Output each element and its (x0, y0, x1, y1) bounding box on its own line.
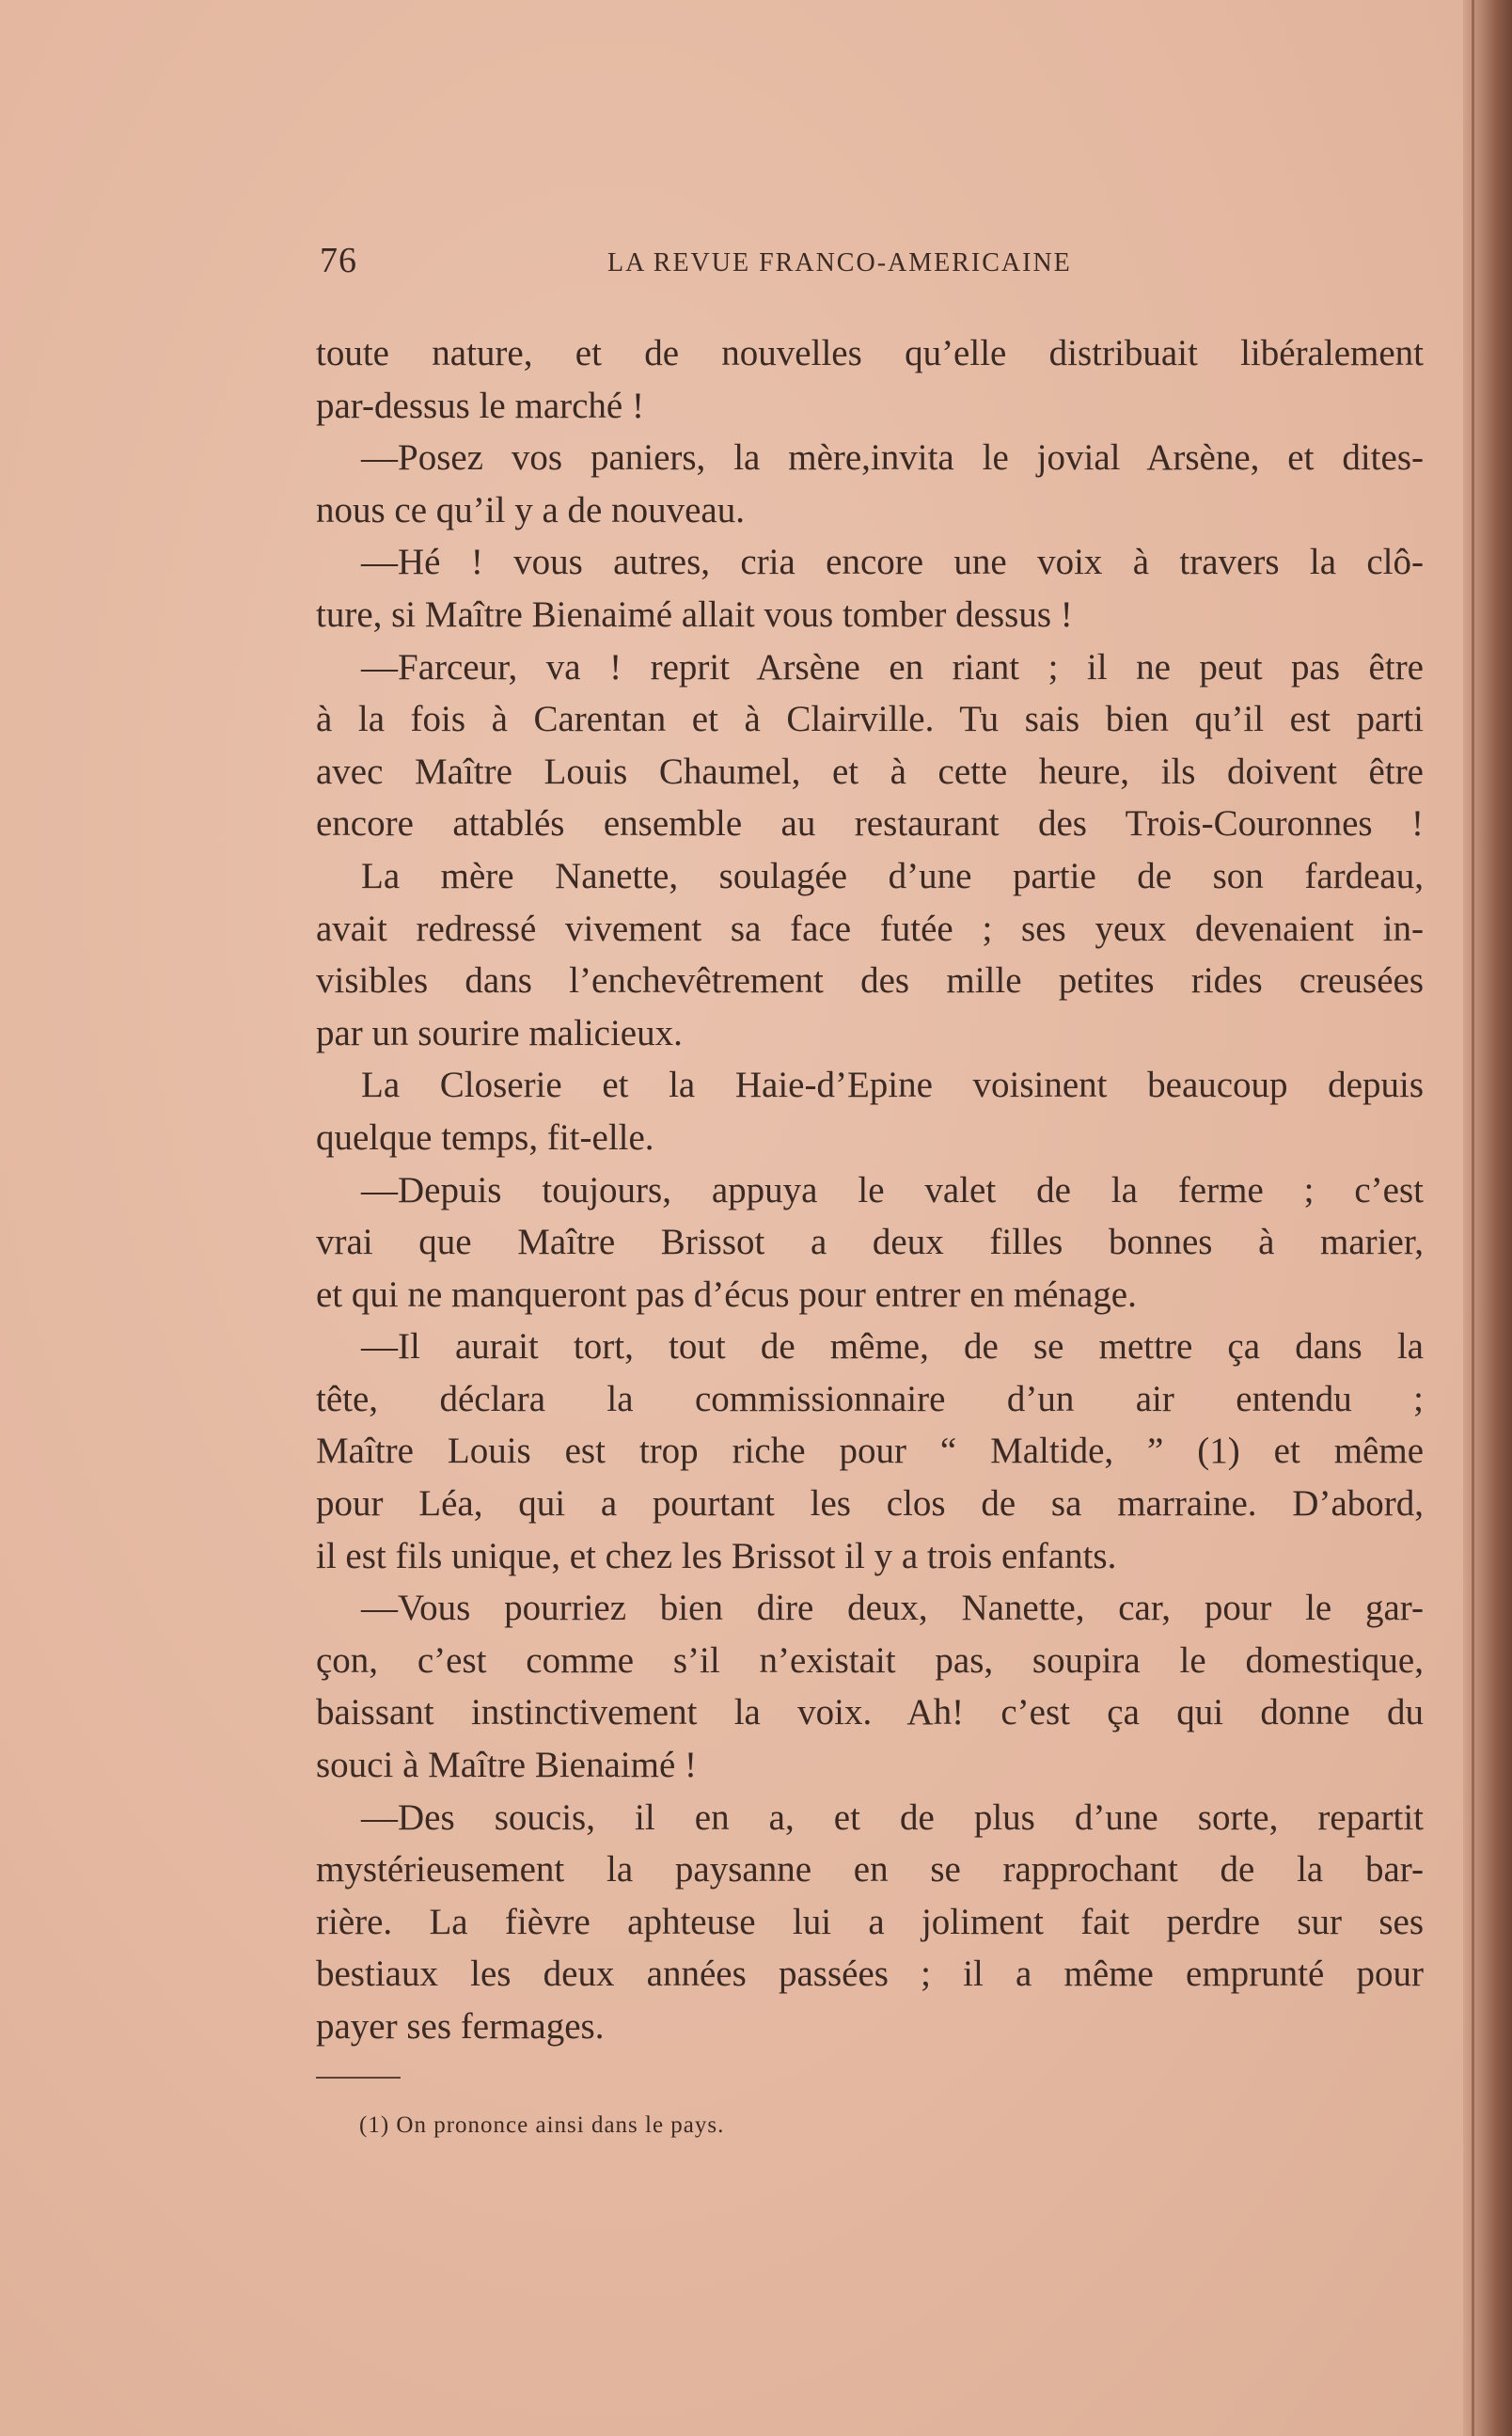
text-line: pour Léa, qui a pourtant les clos de sa marraine. D’abord, (316, 1483, 1424, 1525)
page-edge-shadow (1463, 0, 1512, 2436)
text-line: bestiaux les deux années passées ; il a même emprunté pour (316, 1954, 1424, 1995)
text-line: ture, si Maître Bienaimé allait vous tomber dessus ! (316, 593, 1073, 635)
text-line: La mère Nanette, soulagée d’une partie de son fardeau, (361, 855, 1424, 896)
page-header (320, 240, 1420, 296)
text-line: encore attablés ensemble au restaurant des Trois-Couronnes ! (316, 803, 1424, 845)
running-title: LA REVUE FRANCO-AMERICAINE (607, 248, 1072, 277)
text-line: Maître Louis est trop riche pour “ Maltide, ” (1) et même (316, 1431, 1424, 1472)
text-line: —Il aurait tort, tout de même, de se mettre ça dans la (361, 1326, 1424, 1368)
text-line: souci à Maître Bienaimé ! (316, 1745, 698, 1786)
text-line: tête, déclara la commissionnaire d’un air entendu ; (316, 1378, 1424, 1419)
footnote: (1) On prononce ainsi dans le pays. (359, 2112, 725, 2138)
text-line: avait redressé vivement sa face futée ; ses yeux devenaient in- (316, 908, 1424, 949)
text-line: —Hé ! vous autres, cria encore une voix à travers la clô- (361, 542, 1424, 583)
text-line: par un sourire malicieux. (316, 1012, 683, 1053)
text-line: —Vous pourriez bien dire deux, Nanette, car, pour le gar- (361, 1588, 1424, 1629)
text-line: il est fils unique, et chez les Brissot il y a trois enfants. (316, 1535, 1117, 1576)
text-line: visibles dans l’enchevêtrement des mille petites rides creusées (316, 960, 1424, 1002)
page-edge-line (1472, 0, 1474, 2436)
text-line: —Depuis toujours, appuya le valet de la ferme ; c’est (361, 1169, 1424, 1210)
text-line: mystérieusement la paysanne en se rapprochant de la bar- (316, 1849, 1424, 1890)
text-line: La Closerie et la Haie-d’Epine voisinent beaucoup depuis (361, 1065, 1424, 1106)
text-line: avec Maître Louis Chaumel, et à cette heure, ils doivent être (316, 751, 1424, 792)
text-line: par-dessus le marché ! (316, 385, 644, 426)
text-line: et qui ne manqueront pas d’écus pour entrer en ménage. (316, 1273, 1137, 1315)
text-line: çon, c’est comme s’il n’existait pas, soupira le domestique, (316, 1639, 1424, 1681)
text-line: —Des soucis, il en a, et de plus d’une sorte, repartit (361, 1796, 1424, 1838)
text-line: payer ses fermages. (316, 2006, 605, 2047)
footnote-divider (316, 2077, 401, 2079)
text-line: baissant instinctivement la voix. Ah! c’est ça qui donne du (316, 1692, 1424, 1733)
text-line: —Farceur, va ! reprit Arsène en riant ; il ne peut pas être (361, 646, 1424, 688)
text-line: toute nature, et de nouvelles qu’elle distribuait libéralement (316, 333, 1424, 373)
text-line: vrai que Maître Brissot a deux filles bonnes à marier, (316, 1222, 1424, 1263)
text-line: rière. La fièvre aphteuse lui a joliment fait perdre sur ses (316, 1901, 1424, 1942)
text-line: à la fois à Carentan et à Clairville. Tu sais bien qu’il est parti (316, 699, 1424, 740)
text-line: quelque temps, fit-elle. (316, 1116, 654, 1158)
text-line: nous ce qu’il y a de nouveau. (316, 489, 745, 530)
body-text (316, 327, 1424, 2053)
page-number: 76 (320, 241, 357, 280)
text-line: —Posez vos paniers, la mère,invita le jovial Arsène, et dites- (361, 437, 1424, 479)
